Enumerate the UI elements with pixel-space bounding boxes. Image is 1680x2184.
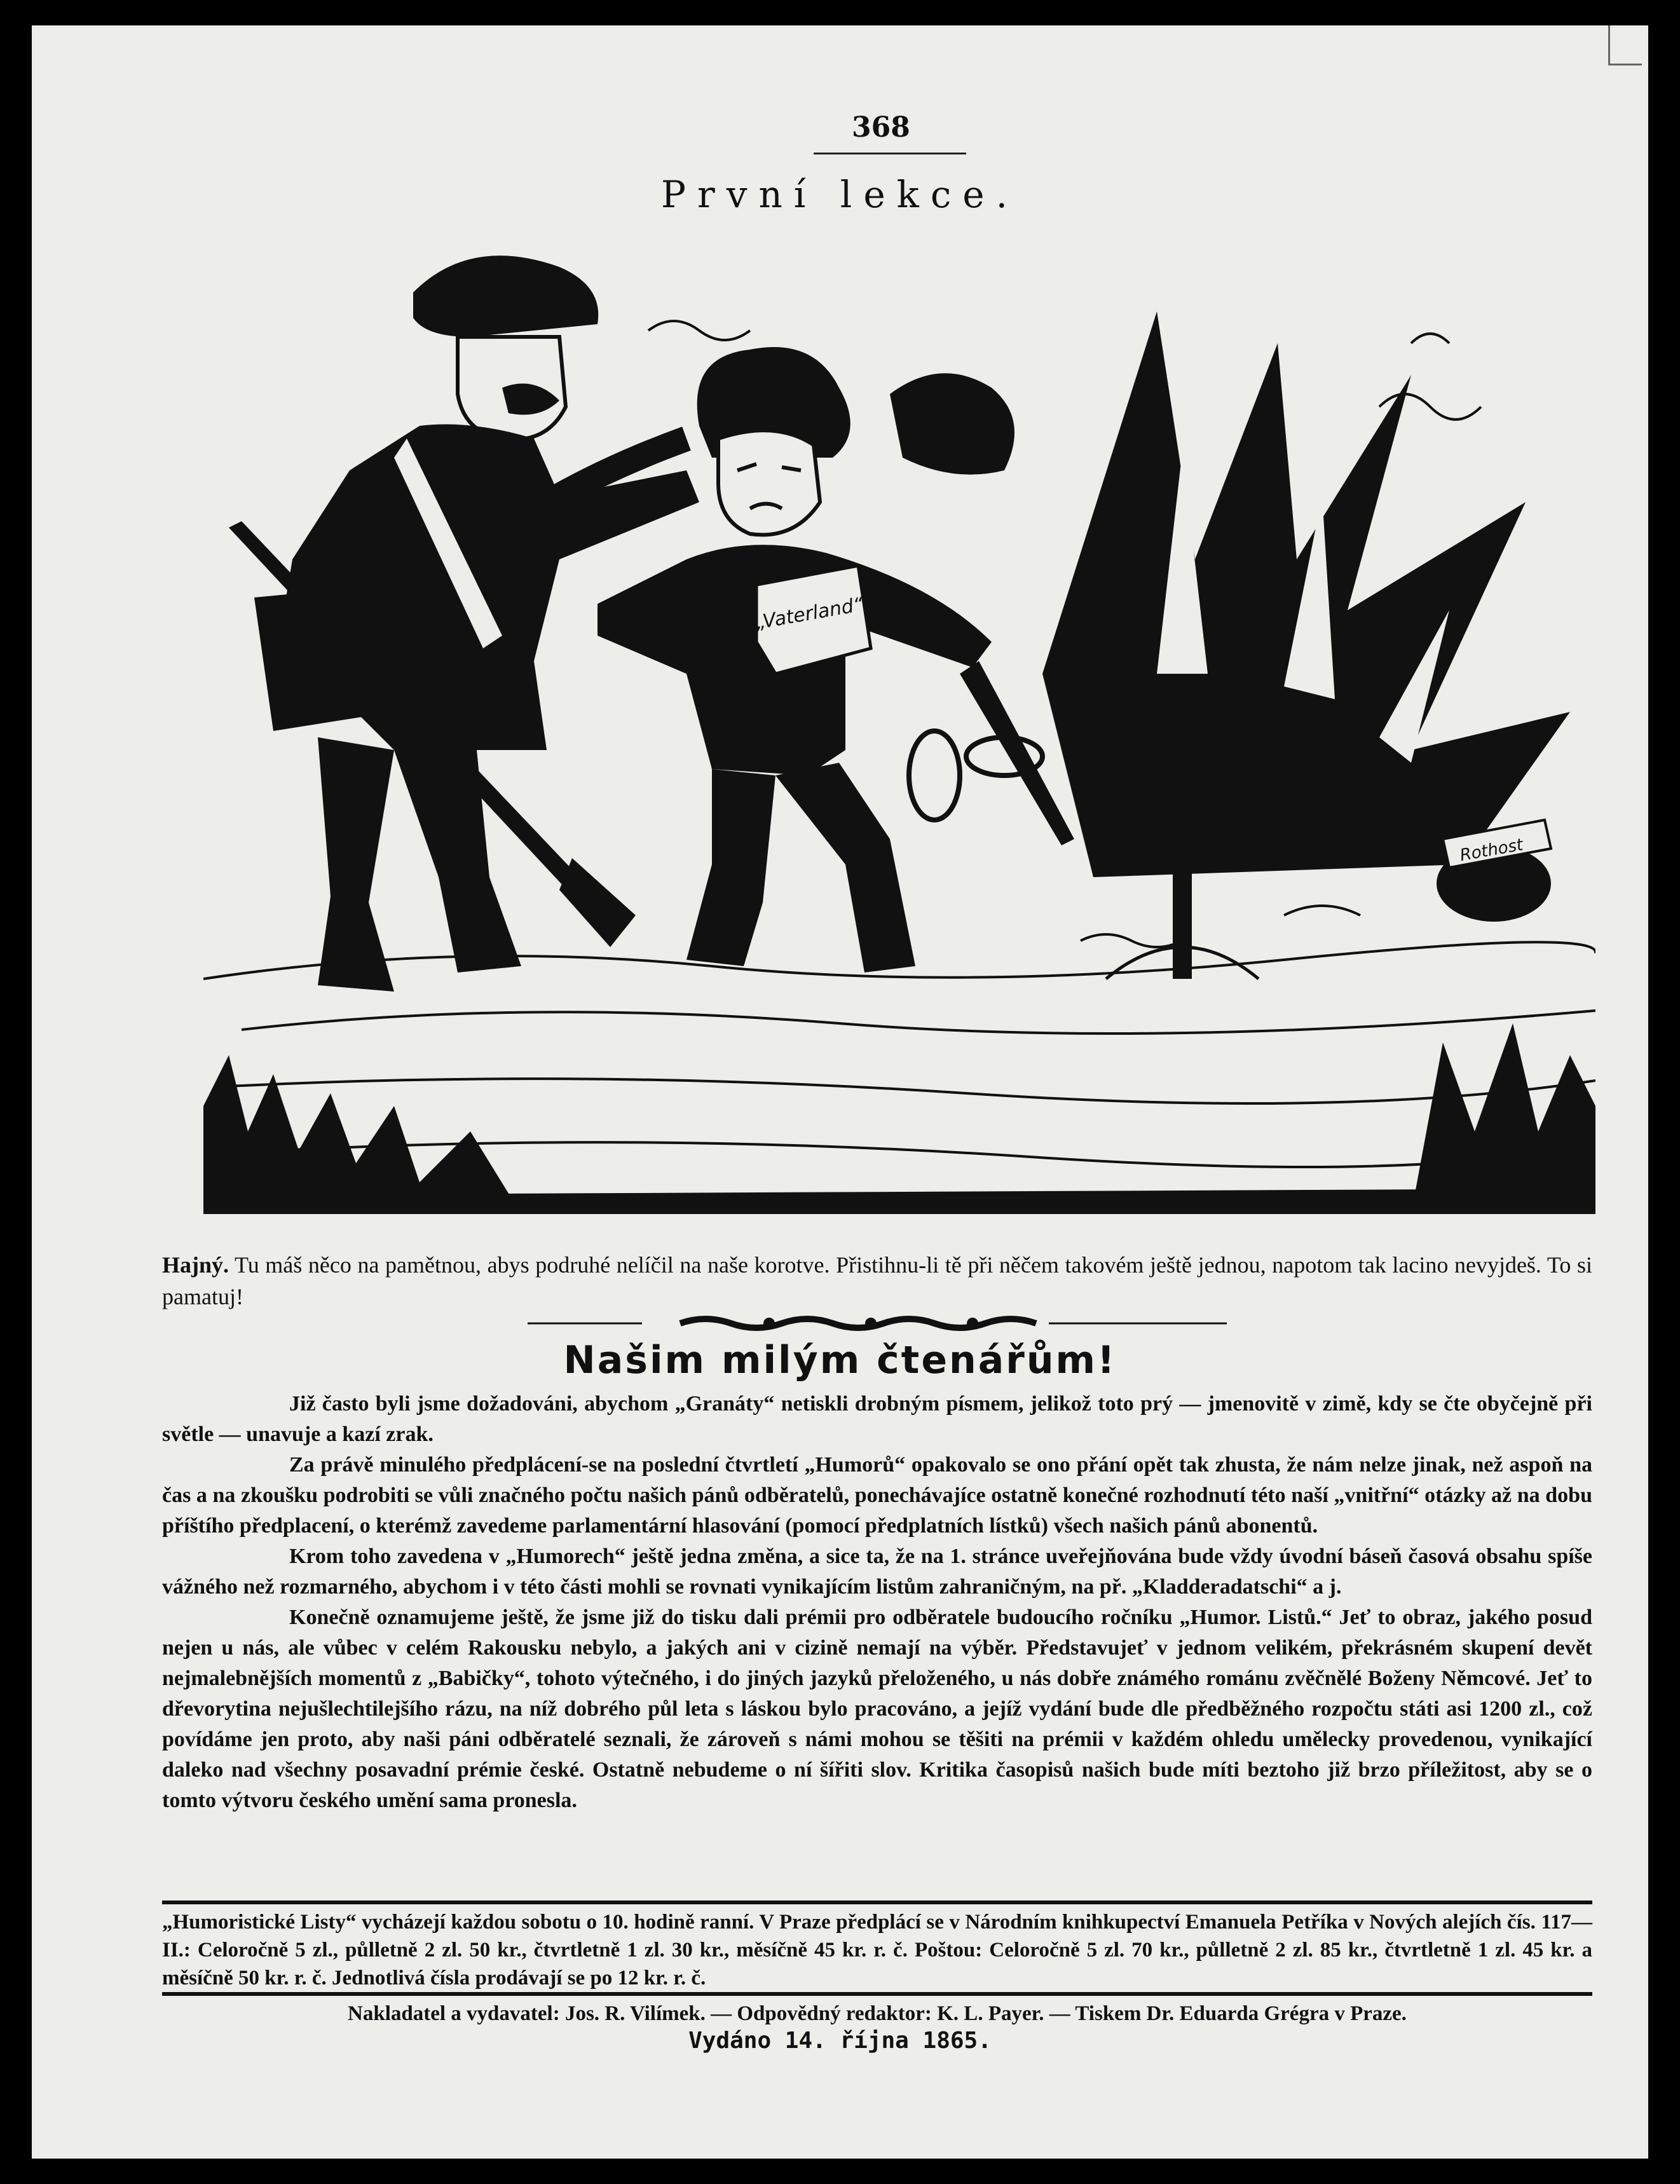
caption-speaker: Hajný. bbox=[162, 1252, 229, 1278]
paragraph: Krom toho zavedena v „Humorech“ ještě jedna změna, a sice ta, že na 1. stránce uveřejňována bude vždy úvodní báseň časová obsahu spíše vážného než rozmarného, abychom i v této části mohli se rovnati vynikajícím listům zahraničným, na př. „Kladderadatschi“ a j. bbox=[162, 1545, 1592, 1599]
cartoon-caption bbox=[162, 1249, 1592, 1313]
issue-date: Vydáno 14. října 1865. bbox=[688, 2028, 992, 2054]
caption-text: Tu máš něco na pamětnou, abys podruhé nelíčil na naše korotve. Přistihnu-li tě při něčem takovém ještě jednou, napotom tak lacino nevyjdeš. To si pamatuj! bbox=[162, 1252, 1592, 1309]
woodcut-illustration bbox=[203, 229, 1595, 1214]
paragraph: Za právě minulého předplácení-se na poslední čtvrtletí „Humorů“ opakovalo se ono přání opět tak zhusta, že nám nelze jinak, než aspoň na čas a na zkoušku podrobiti se vůli značného počtu našich pánů odběratelů, ponechávajíce ostatně konečné rozhodnutí této naší „vnitřní“ otázky až na dobu příštího předplacení, o kterémž zavedeme parlamentární hlasování (pomocí předplatních lístků) všech našich pánů abonentů. bbox=[162, 1453, 1592, 1538]
badge-text: „Vaterland“ bbox=[753, 593, 865, 634]
paragraph: Konečně oznamujeme ještě, že jsme již do tisku dali prémii pro odběratele budoucího ročníku „Humor. Listů.“ Jeť to obraz, jakého posud nejen u nás, ale vůbec v celém Rakousku nebylo, a jakých ani v cizině nemají na výběr. Představujeť v jednom velikém, překrásném skupení devět nejmalebnějších momentů z „Babičky“, tohoto výtečného, i do jiných jazyků přeloženého, u nás dobře známého románu zvěčnělé Boženy Němcové. Jeť to dřevorytina nejušlechtilejšího rázu, na níž dobrého půl leta s láskou bylo pracováno, a jejíž vydání bude dle předběžného rozpočtu státi asi 1200 zl., což povídáme jen proto, aby naši páni odběratelé seznali, že zároveň s námi mohou se těšiti na prémii v každém ohledu umělecky provedenou, vynikající daleko nad všechny posavadní prémie české. Ostatně nebudeme o ní šířiti slov. Kritika časopisů našich bude míti beztoho již brzo příležitost, aby se o tomto výtvoru českého umění sama pronesla. bbox=[162, 1606, 1592, 1812]
divider-rule bbox=[162, 1901, 1592, 1904]
paragraph: Již často byli jsme dožadováni, abychom „Granáty“ netiskli drobným písmem, jelikož toto prý — jmenovitě v zimě, kdy se čte obyčejně při světle — unavuje a kazí zrak. bbox=[162, 1392, 1592, 1446]
page-number: 368 bbox=[852, 111, 910, 144]
page-number-rule bbox=[814, 153, 966, 154]
cartoon-title: První lekce. bbox=[660, 173, 1020, 216]
newspaper-page bbox=[32, 25, 1648, 2159]
article-title: Našim milým čtenářům! bbox=[563, 1338, 1117, 1382]
subscription-notice: „Humoristické Listy“ vycházejí každou sobotu o 10. hodině ranní. V Praze předplácí se v Národním knihkupectví Emanuela Petříka v Nových alejích čís. 117—II.: Celoročně 5 zl., půlletně 2 zl. 50 kr., čtvrtletně 1 zl. 30 kr., měsíčně 45 kr. r. č. Poštou: Celoročně 5 zl. 70 kr., půlletně 2 zl. 85 kr., čtvrtletně 1 zl. 45 kr. a měsíčně 50 kr. r. č. Jednotlivá čísla prodávají se po 12 kr. r. č. bbox=[162, 1911, 1592, 1989]
corner-mark bbox=[1608, 25, 1642, 65]
hedgehog-label: Rothost bbox=[1458, 835, 1525, 866]
decorative-divider bbox=[528, 1314, 1227, 1333]
article-body bbox=[162, 1389, 1592, 1816]
publisher-line: Nakladatel a vydavatel: Jos. R. Vilímek. — Odpovědný redaktor: K. L. Payer. — Tiskem Dr. Eduarda Grégra v Praze. bbox=[348, 2002, 1407, 2025]
divider-rule bbox=[162, 1992, 1592, 1996]
